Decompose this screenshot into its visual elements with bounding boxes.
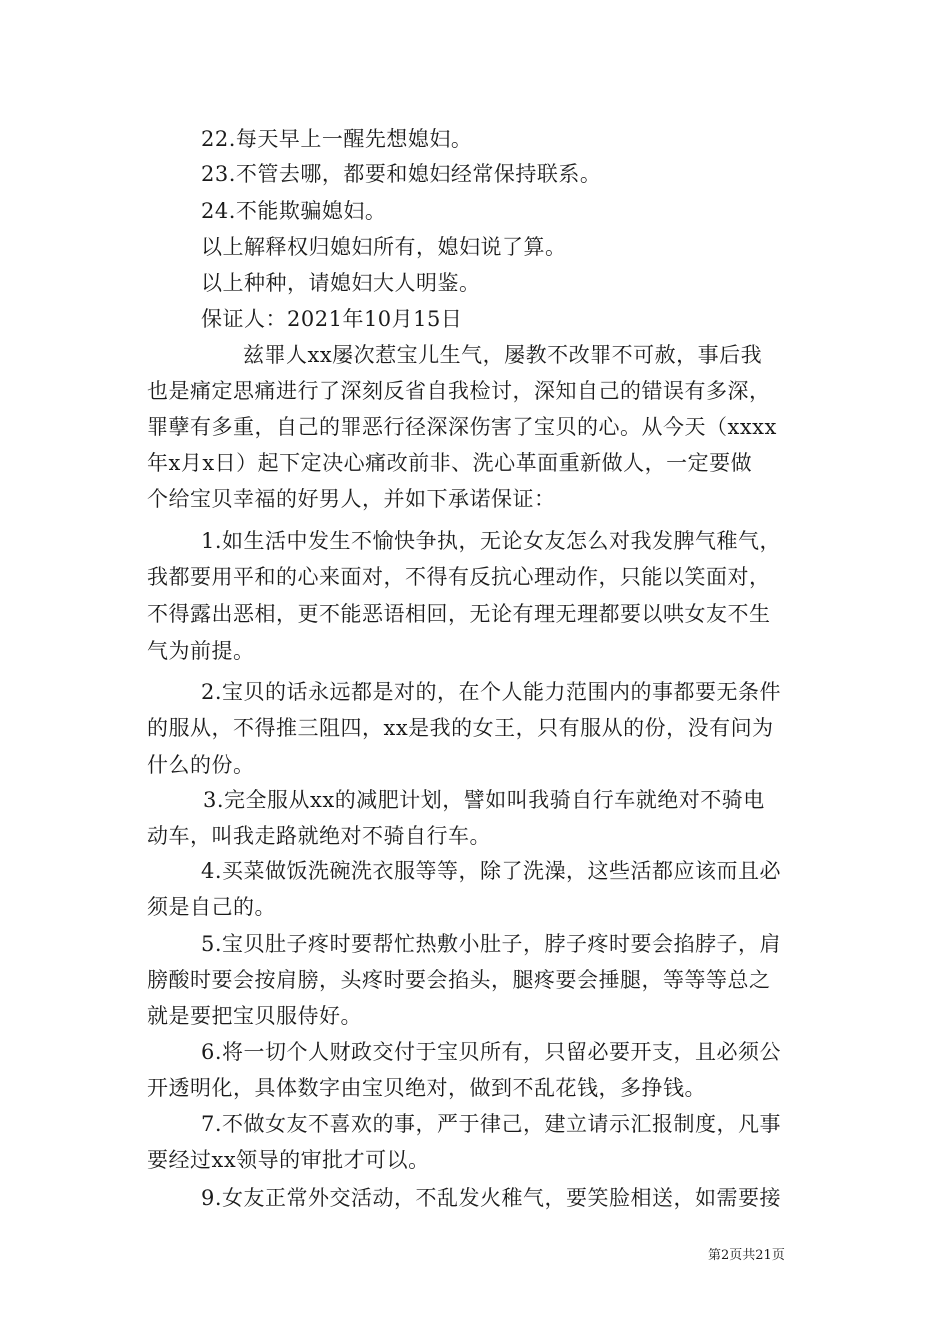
text-line: 什么的份。 bbox=[147, 753, 255, 777]
text-line: 个给宝贝幸福的好男人，并如下承诺保证： bbox=[147, 487, 556, 511]
page-number: 第2页共21页 bbox=[708, 1248, 785, 1263]
text-line: 我都要用平和的心来面对，不得有反抗心理动作，只能以笑面对， bbox=[147, 565, 771, 589]
text-line: 以上种种，请媳妇大人明鉴。 bbox=[201, 271, 481, 295]
text-line: 24.不能欺骗媳妇。 bbox=[201, 199, 387, 223]
text-line: 6.将一切个人财政交付于宝贝所有，只留必要开支，且必须公 bbox=[201, 1040, 782, 1064]
text-line: 就是要把宝贝服侍好。 bbox=[147, 1004, 362, 1028]
text-line: 动车，叫我走路就绝对不骑自行车。 bbox=[147, 824, 491, 848]
text-line: 开透明化，具体数字由宝贝绝对，做到不乱花钱，多挣钱。 bbox=[147, 1076, 706, 1100]
text-line: 3.完全服从xx的减肥计划，譬如叫我骑自行车就绝对不骑电 bbox=[203, 788, 765, 812]
text-line: 1.如生活中发生不愉快争执，无论女友怎么对我发脾气稚气， bbox=[201, 529, 782, 553]
text-line: 年x月x日）起下定决心痛改前非、洗心革面重新做人，一定要做 bbox=[147, 451, 753, 475]
text-line: 气为前提。 bbox=[147, 639, 255, 663]
text-line: 膀酸时要会按肩膀，头疼时要会掐头，腿疼要会捶腿，等等等总之 bbox=[147, 968, 771, 992]
text-line: 罪孽有多重，自己的罪恶行径深深伤害了宝贝的心。从今天（xxxx bbox=[147, 415, 777, 439]
text-line: 4.买菜做饭洗碗洗衣服等等，除了洗澡，这些活都应该而且必 bbox=[201, 859, 782, 883]
text-line: 须是自己的。 bbox=[147, 895, 276, 919]
text-line: 不得露出恶相，更不能恶语相回，无论有理无理都要以哄女友不生 bbox=[147, 602, 771, 626]
text-line: 9.女友正常外交活动，不乱发火稚气，要笑脸相送，如需要接 bbox=[201, 1186, 782, 1210]
text-line: 以上解释权归媳妇所有，媳妇说了算。 bbox=[201, 235, 567, 259]
text-line: 23.不管去哪，都要和媳妇经常保持联系。 bbox=[201, 162, 602, 186]
text-line: 的服从，不得推三阻四，xx是我的女王，只有服从的份，没有问为 bbox=[147, 716, 774, 740]
text-line: 保证人：2021年10月15日 bbox=[201, 307, 463, 331]
text-line: 22.每天早上一醒先想媳妇。 bbox=[201, 127, 473, 151]
text-line: 7.不做女友不喜欢的事，严于律己，建立请示汇报制度，凡事 bbox=[201, 1112, 782, 1136]
text-line: 兹罪人xx屡次惹宝儿生气，屡教不改罪不可赦，事后我 bbox=[243, 343, 763, 367]
text-line: 也是痛定思痛进行了深刻反省自我检讨，深知自己的错误有多深， bbox=[147, 379, 771, 403]
text-line: 5.宝贝肚子疼时要帮忙热敷小肚子，脖子疼时要会掐脖子，肩 bbox=[201, 932, 782, 956]
text-line: 要经过xx领导的审批才可以。 bbox=[147, 1148, 430, 1172]
text-line: 2.宝贝的话永远都是对的，在个人能力范围内的事都要无条件 bbox=[201, 680, 782, 704]
